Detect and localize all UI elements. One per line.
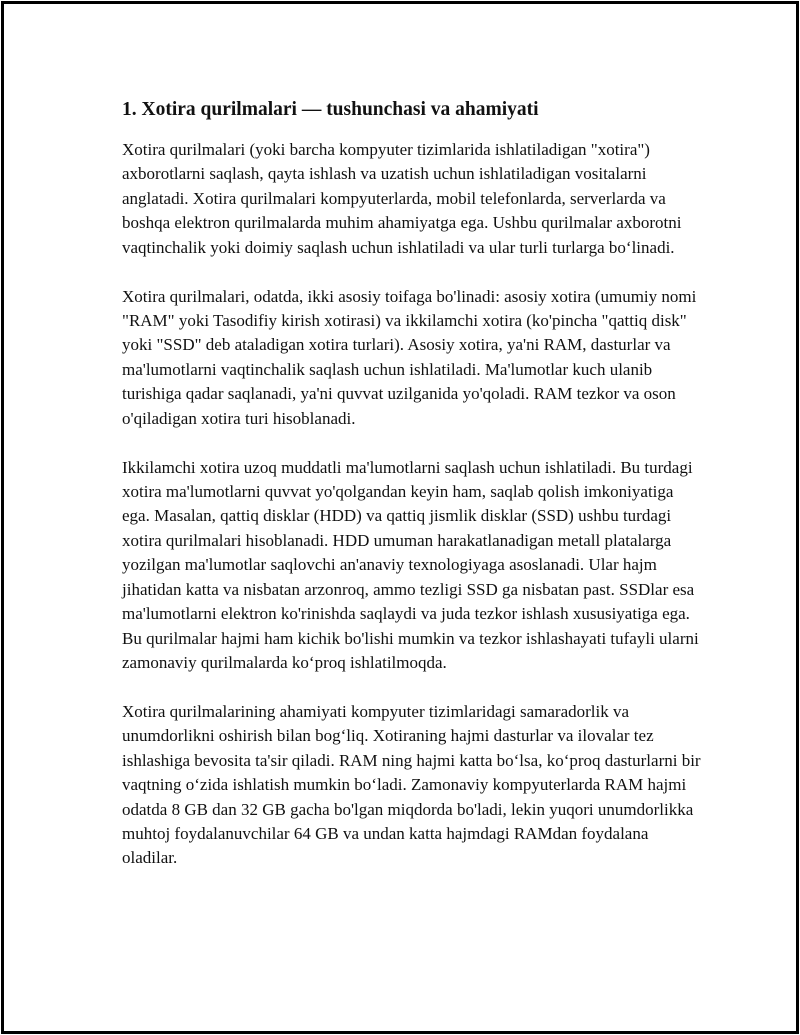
section-heading: 1. Xotira qurilmalari — tushunchasi va ahamiyati	[122, 99, 539, 120]
document-body	[122, 97, 702, 895]
page-frame	[1, 1, 799, 1034]
paragraph-secondary-memory: Ikkilamchi xotira uzoq muddatli ma'lumotlarni saqlash uchun ishlatiladi. Bu turdagi xotira ma'lumotlarni quvvat yo'qolgandan keyin ham, saqlab qolish imkoniyatiga ega. Masalan, qattiq disklar (HDD) va qattiq jismlik disklar (SSD) ushbu turdagi xotira qurilmalari hisoblanadi. HDD umuman harakatlanadigan metall platalarga yozilgan ma'lumotlar saqlovchi an'anaviy texnologiyaga asoslanadi. Ular hajm jihatidan katta va nisbatan arzonroq, ammo tezligi SSD ga nisbatan past. SSDlar esa ma'lumotlarni elektron ko'rinishda saqlaydi va juda tezkor ishlash xususiyatiga ega. Bu qurilmalar hajmi ham kichik bo'lishi mumkin va tezkor ishlashayati tufayli ularni zamonaviy qurilmalarda koʻproq ishlatilmoqda.	[122, 457, 699, 672]
paragraph-intro: Xotira qurilmalari (yoki barcha kompyuter tizimlarida ishlatiladigan "xotira") axborotlarni saqlash, qayta ishlash va uzatish uchun ishlatiladigan vositalarni anglatadi. Xotira qurilmalari kompyuterlarda, mobil telefonlarda, serverlarda va boshqa elektron qurilmalarda muhim ahamiyatga ega. Ushbu qurilmalar axborotni vaqtinchalik yoki doimiy saqlash uchun ishlatiladi va ular turli turlarga boʻlinadi.	[122, 140, 682, 257]
paragraph-memory-types: Xotira qurilmalari, odatda, ikki asosiy toifaga bo'linadi: asosiy xotira (umumiy nomi "RAM" yoki Tasodifiy kirish xotirasi) va ikkilamchi xotira (ko'pincha "qattiq disk" yoki "SSD" deb ataladigan xotira turlari). Asosiy xotira, ya'ni RAM, dasturlar va ma'lumotlarni vaqtinchalik saqlash uchun ishlatiladi. Ma'lumotlar kuch ulanib turishiga qadar saqlanadi, ya'ni quvvat uzilganida yo'qoladi. RAM tezkor va oson o'qiladigan xotira turi hisoblanadi.	[122, 286, 697, 428]
paragraph-importance: Xotira qurilmalarining ahamiyati kompyuter tizimlaridagi samaradorlik va unumdorlikni oshirish bilan bogʻliq. Xotiraning hajmi dasturlar va ilovalar tez ishlashiga bevosita ta'sir qiladi. RAM ning hajmi katta boʻlsa, koʻproq dasturlarni bir vaqtning oʻzida ishlatish mumkin boʻladi. Zamonaviy kompyuterlarda RAM hajmi odatda 8 GB dan 32 GB gacha bo'lgan miqdorda bo'ladi, lekin yuqori unumdorlikka muhtoj foydalanuvchilar 64 GB va undan katta hajmdagi RAMdan foydalana oladilar.	[122, 701, 701, 868]
